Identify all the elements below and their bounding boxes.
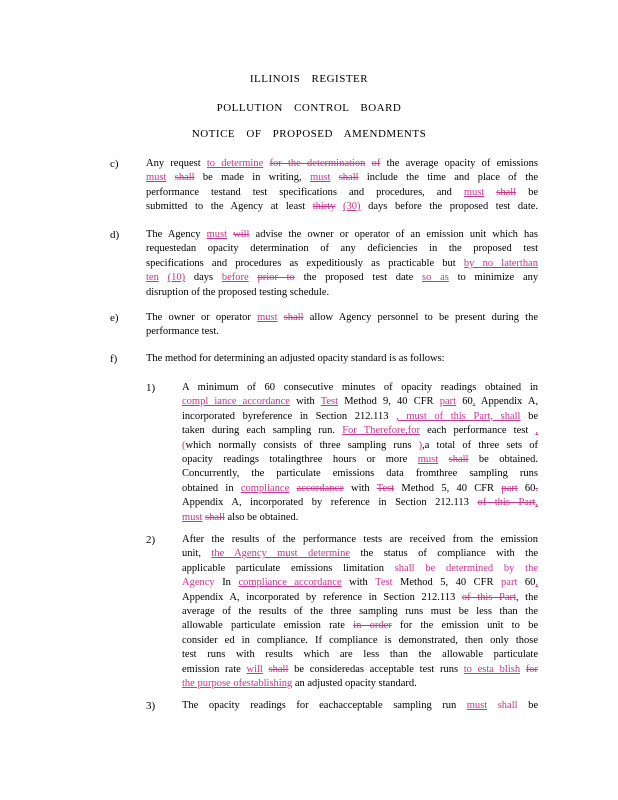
text: Appendix A, incorporated by reference in Section 212.113: [182, 497, 469, 509]
para-f1-line: [182, 467, 538, 481]
text: with: [351, 482, 370, 494]
para-f1-line: [182, 482, 538, 496]
text: submitted to the Agency at least: [146, 201, 306, 213]
text: ,a total of three sets of: [422, 439, 538, 451]
text: 60: [524, 577, 536, 589]
para-f2-line: [182, 533, 538, 547]
text: for the emission unit to be: [399, 620, 539, 632]
para-c-line: [146, 157, 538, 171]
text: be: [528, 700, 539, 711]
text: with: [296, 396, 315, 408]
text: unit,: [182, 548, 201, 560]
text: be consideredas acceptable test runs: [294, 663, 459, 675]
inserted-text: compliance: [240, 482, 290, 494]
paragraph-d: [146, 228, 538, 300]
inserted-text: ten: [146, 272, 159, 284]
text: be obtained.: [478, 454, 539, 466]
deleted-text: thirty: [312, 201, 336, 213]
board-title: POLLUTION CONTROL BOARD: [216, 102, 402, 114]
para-f1-line: [182, 453, 538, 467]
text: specifications and procedures as expeditiously as practicable but: [146, 257, 456, 269]
inserted-text: compliance accordance: [238, 577, 342, 589]
deleted-text: shall: [497, 700, 518, 711]
text: performance test.: [146, 326, 219, 338]
text: taken during each sampling run.: [182, 425, 336, 437]
inserted-text: to esta blish: [463, 663, 521, 675]
label-f: f): [110, 353, 118, 365]
para-f-line: [146, 352, 538, 366]
inserted-text: must: [182, 511, 203, 523]
inserted-text: must: [146, 172, 167, 184]
text: The Agency: [146, 229, 201, 240]
inserted-text: by no laterthan: [463, 257, 539, 269]
para-f1-line: [182, 395, 538, 409]
inserted-text: part: [439, 396, 457, 408]
inserted-text: must: [417, 454, 439, 466]
inserted-text: must: [466, 700, 488, 711]
text: also be obtained.: [227, 511, 299, 523]
paragraph-f3: [182, 699, 538, 713]
para-f2-line: [182, 576, 538, 590]
text: opacity readings totalingthree hours or more: [182, 454, 408, 466]
para-f1-line: [182, 439, 538, 453]
text: Method 5, 40 CFR: [400, 577, 494, 589]
text: , the: [515, 591, 538, 603]
deleted-text: shall: [448, 454, 469, 466]
inserted-text: ): [418, 439, 423, 451]
para-f1-line: [182, 381, 538, 395]
deleted-text: of: [371, 158, 381, 169]
text: The opacity readings for eachacceptable sampling run: [182, 700, 457, 711]
text: requestedan opacity determination of any deficiencies in the proposed test: [146, 243, 538, 255]
para-c-line: [146, 186, 538, 200]
inserted-text: the Agency must determine: [211, 548, 351, 560]
text: the status of compliance with the: [360, 548, 538, 560]
deleted-text: Test: [376, 482, 395, 494]
label-f2: 2): [146, 534, 156, 546]
label-f1: 1): [146, 382, 156, 394]
text: include the time and place of the: [366, 172, 539, 184]
paragraph-e: [146, 311, 538, 340]
label-d: d): [110, 229, 120, 241]
text: an adjusted opacity standard.: [294, 678, 417, 690]
inserted-text: (30): [343, 201, 361, 213]
text: which normally consists of three sampling runs: [185, 439, 412, 451]
para-f2-line: [182, 619, 538, 633]
text: be: [528, 186, 539, 198]
inserted-text: compl iance accordance: [182, 396, 290, 408]
para-f1-line: [182, 410, 538, 424]
para-f2-line: [182, 591, 538, 605]
para-f1-line: [182, 496, 538, 510]
para-f2-line: [182, 562, 538, 576]
text: Appendix A,: [480, 396, 539, 408]
paragraph-f1: [182, 381, 538, 525]
deleted-text: prior to: [257, 272, 295, 284]
text: to minimize any: [457, 272, 539, 284]
para-f2-line: [182, 648, 538, 662]
notice-title: NOTICE OF PROPOSED AMENDMENTS: [191, 128, 427, 140]
text: A minimum of 60 consecutive minutes of opacity readings obtained in: [182, 382, 538, 393]
inserted-text: Agency: [182, 577, 215, 589]
text: 60: [462, 396, 473, 408]
text: test runs with results which are less than the allowable particulate: [182, 649, 538, 661]
deleted-text: will: [233, 229, 250, 240]
para-f2-line: [182, 605, 538, 619]
para-d-line: [146, 228, 538, 242]
deleted-text: for: [525, 663, 539, 675]
text: In: [222, 577, 231, 589]
inserted-text: part: [501, 577, 518, 589]
inserted-text: will: [246, 663, 263, 675]
label-f3: 3): [146, 700, 156, 712]
label-e: e): [110, 312, 119, 324]
text: obtained in: [182, 482, 234, 494]
text: days: [193, 272, 214, 284]
inserted-text: ,: [535, 577, 539, 589]
text: 60: [524, 482, 536, 494]
deleted-text: the purpose ofestablishing: [182, 678, 293, 690]
para-f2-line: [182, 663, 538, 677]
text: After the results of the performance tests are received from the emission: [182, 534, 538, 545]
text: days before the proposed test date.: [368, 201, 539, 213]
para-f2-line: [182, 677, 538, 691]
inserted-text: Test: [375, 577, 393, 589]
deleted-text: shall: [205, 511, 225, 523]
inserted-text: (: [182, 439, 186, 451]
text: allowable particulate emission rate: [182, 620, 345, 632]
inserted-text: must: [206, 229, 228, 240]
inserted-text: ,: [535, 497, 539, 509]
text: Any request: [146, 158, 201, 169]
paragraph-f: [146, 352, 538, 366]
text: emission rate: [182, 663, 241, 675]
text: incorporated byreference in Section 212.113: [182, 410, 389, 422]
deleted-text: shall: [283, 312, 304, 323]
para-d-line: [146, 271, 538, 285]
text: advise the owner or operator of an emission unit which has: [255, 229, 539, 240]
inserted-text: before: [221, 272, 249, 284]
text: The method for determining an adjusted opacity standard is as follows:: [146, 353, 445, 364]
para-d-line: [146, 286, 538, 300]
paragraph-f2: [182, 533, 538, 691]
inserted-text: Test: [320, 396, 339, 408]
para-f1-line: [182, 424, 538, 438]
text: each performance test: [427, 425, 529, 437]
deleted-text: of this Part: [461, 591, 516, 603]
paragraph-c: [146, 157, 538, 215]
inserted-text: ,: [472, 396, 476, 408]
text: performance testand test specifications and procedures, and: [146, 186, 452, 198]
text: be: [528, 410, 539, 422]
para-f3-line: [182, 699, 538, 713]
text: disruption of the proposed testing schedule.: [146, 286, 330, 298]
register-title: ILLINOIS REGISTER: [249, 73, 369, 85]
text: average of the results of the three sampling runs must be less than the: [182, 606, 538, 618]
para-f1-line: [182, 511, 538, 525]
text: applicable particulate emissions limitation: [182, 562, 384, 574]
text: Method 9, 40 CFR: [344, 396, 434, 408]
text: be made in writing,: [202, 172, 302, 184]
inserted-text: , must of this Part, shall: [396, 410, 521, 422]
deleted-text: shall: [496, 186, 517, 198]
para-e-line: [146, 311, 538, 325]
para-d-line: [146, 242, 538, 256]
inserted-text: so as: [422, 272, 449, 284]
inserted-text: (10): [167, 272, 186, 284]
inserted-text: to determine: [206, 158, 264, 169]
deleted-text: shall: [268, 663, 289, 675]
para-c-line: [146, 200, 538, 214]
deleted-text: shall: [338, 172, 359, 184]
deleted-text: for the determination: [269, 158, 366, 169]
text: with: [349, 577, 368, 589]
inserted-text: ,: [535, 425, 539, 437]
deleted-text: accordance: [296, 482, 344, 494]
text: allow Agency personnel to be present during the: [309, 312, 539, 323]
text: the proposed test date: [303, 272, 414, 284]
text: the average opacity of emissions: [386, 158, 539, 169]
para-f2-line: [182, 634, 538, 648]
inserted-text: must: [309, 172, 331, 184]
para-f2-line: [182, 547, 538, 561]
para-c-line: [146, 171, 538, 185]
inserted-text: shall be determined by the: [394, 562, 538, 574]
text: The owner or operator: [146, 312, 251, 323]
label-c: c): [110, 158, 119, 170]
deleted-text: in order: [353, 620, 392, 632]
text: Concurrently, the particulate emissions data fromthree sampling runs: [182, 468, 538, 480]
inserted-text: must: [257, 312, 278, 323]
deleted-text: part: [501, 482, 518, 494]
text: Appendix A, incorporated by reference in Section 212.113: [182, 591, 456, 603]
para-d-line: [146, 257, 538, 271]
inserted-text: must: [463, 186, 485, 198]
inserted-text: For Therefore,for: [342, 425, 420, 437]
text: Method 5, 40 CFR: [401, 482, 495, 494]
deleted-text: of this Part: [477, 497, 536, 509]
deleted-text: shall: [174, 172, 195, 184]
deleted-text: .: [535, 482, 539, 494]
text: consider ed in compliance. If compliance is demonstrated, then only those: [182, 634, 538, 646]
para-e-line: [146, 325, 538, 339]
